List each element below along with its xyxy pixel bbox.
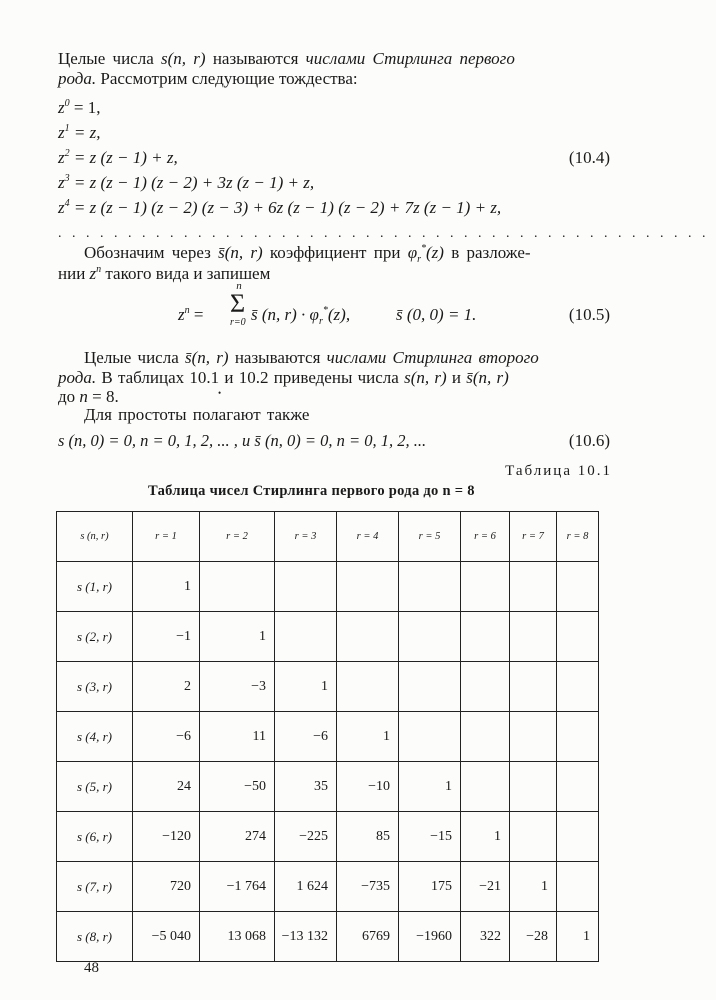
table-cell (557, 612, 599, 662)
paragraph-1-line-2 (58, 69, 358, 89)
table-cell (275, 612, 337, 662)
table-cell: −6 (275, 712, 337, 762)
formula-10-5-initial: s̄ (0, 0) = 1. (396, 305, 477, 324)
table-cell: −10 (337, 762, 399, 812)
table-cell: 1 (337, 712, 399, 762)
table-cell: −21 (461, 862, 510, 912)
paragraph-2-line-1 (84, 243, 531, 263)
table-cell (557, 812, 599, 862)
text-run: в разложе- (443, 243, 531, 262)
text-run: коэффициент при (262, 243, 408, 262)
table-cell: 274 (200, 812, 275, 862)
identity-z1: $z^1 = z$, (58, 123, 101, 142)
ellipsis-row: ............................................... (58, 226, 716, 241)
identity-z0: $z^0 = 1$, (58, 98, 101, 117)
table-cell (399, 662, 461, 712)
text-run: до (58, 387, 80, 406)
text-run: называются (228, 348, 327, 367)
column-header: r = 5 (399, 512, 461, 562)
term-n: n (79, 387, 88, 406)
defined-term-kind: рода. (58, 69, 97, 88)
table-row (57, 812, 599, 862)
table-row (57, 912, 599, 962)
formula-10-6: s (n, 0) = 0, n = 0, 1, 2, ... , и s̄ (n, 0) = 0, n = 0, 1, 2, ... (58, 431, 427, 450)
term-z-n: $z^n$ (89, 264, 102, 283)
identity-rhs: = z, (73, 123, 101, 142)
column-header: r = 1 (133, 512, 200, 562)
table-cell: −1960 (399, 912, 461, 962)
table-cell: 720 (133, 862, 200, 912)
table-cell: −225 (275, 812, 337, 862)
term-sbar-n-r: s̄(n, r) (466, 368, 509, 387)
equation-number-10-5: (10.5) (568, 305, 610, 324)
paragraph-3-line-1 (84, 348, 539, 368)
text-run: = 8. (87, 387, 119, 406)
term-s-n-r: s(n, r) (404, 368, 447, 387)
identity-z3: $z^3 = z$ (z − 1) (z − 2) + 3z (z − 1) + z, (58, 173, 315, 192)
row-label: s (7, r) (57, 862, 133, 912)
table-cell: 6769 (337, 912, 399, 962)
table-cell (510, 612, 557, 662)
row-label: s (6, r) (57, 812, 133, 862)
identity-z2: $z^2 = z$ (z − 1) + z, (58, 148, 178, 167)
sum-lower-limit: r=0 (230, 317, 246, 328)
table-row (57, 662, 599, 712)
equation-number-10-4: (10.4) (568, 148, 610, 167)
table-cell (510, 712, 557, 762)
term-sbar-n-r: s̄(n, r) (185, 348, 229, 367)
table-cell (461, 762, 510, 812)
term-phi: $\varphi_r^*(z)$ (407, 243, 444, 265)
table-cell (510, 762, 557, 812)
table-cell: −6 (133, 712, 200, 762)
table-cell: 1 (399, 762, 461, 812)
table-cell: 24 (133, 762, 200, 812)
table-cell: 175 (399, 862, 461, 912)
text-run: Целые числа (84, 348, 185, 367)
text-run: такого вида и запишем (101, 264, 271, 283)
defined-term-kind: рода. (58, 368, 97, 387)
table-cell: −13 132 (275, 912, 337, 962)
table-cell (461, 662, 510, 712)
table-cell (557, 712, 599, 762)
column-header: r = 6 (461, 512, 510, 562)
table-cell (200, 562, 275, 612)
table-cell (557, 662, 599, 712)
table-cell: 1 (133, 562, 200, 612)
table-cell: −1 (133, 612, 200, 662)
table-row (57, 862, 599, 912)
row-label: s (3, r) (57, 662, 133, 712)
formula-10-5-lhs: $z^n$ = (178, 305, 204, 324)
row-label: s (4, r) (57, 712, 133, 762)
table-cell: 85 (337, 812, 399, 862)
table-cell: 2 (133, 662, 200, 712)
table-cell: 1 (200, 612, 275, 662)
table-cell: −1 764 (200, 862, 275, 912)
page-number: 48 (84, 960, 99, 976)
table-cell: 322 (461, 912, 510, 962)
identity-rhs: = z (z − 1) + z, (73, 148, 178, 167)
table-cell (337, 612, 399, 662)
table-number: Таблица 10.1 (505, 463, 612, 479)
table-cell: −120 (133, 812, 200, 862)
paragraph-3-line-2 (58, 368, 509, 388)
text-run: Целые числа (58, 49, 161, 68)
table-cell: 1 (557, 912, 599, 962)
table-cell (337, 662, 399, 712)
column-header: r = 2 (200, 512, 275, 562)
table-cell: −5 040 (133, 912, 200, 962)
row-label: s (8, r) (57, 912, 133, 962)
table-cell (399, 612, 461, 662)
paragraph-3-line-3 (58, 387, 119, 407)
row-label: s (1, r) (57, 562, 133, 612)
table-cell: −28 (510, 912, 557, 962)
table-cell (557, 762, 599, 812)
table-cell: −735 (337, 862, 399, 912)
table-cell (510, 662, 557, 712)
row-label: s (5, r) (57, 762, 133, 812)
table-cell: 35 (275, 762, 337, 812)
text-run: Рассмотрим следующие тождества: (96, 69, 358, 88)
table-cell (510, 562, 557, 612)
defined-term-first-kind: числами Стирлинга первого (305, 49, 515, 68)
text-run: Обозначим через (84, 243, 219, 262)
table-row (57, 612, 599, 662)
stirling-first-kind-table (56, 511, 599, 962)
defined-term-second-kind: числами Стирлинга второго (326, 348, 539, 367)
table-cell (337, 562, 399, 612)
table-cell (461, 712, 510, 762)
equation-number-10-6: (10.6) (568, 431, 610, 450)
table-cell: 1 (510, 862, 557, 912)
table-cell: −3 (200, 662, 275, 712)
text-run: нии (58, 264, 90, 283)
term-s-n-r: s(n, r) (161, 49, 206, 68)
paragraph-4-line-1: Для простоты полагают также (84, 405, 310, 424)
table-cell (557, 862, 599, 912)
table-cell (399, 712, 461, 762)
column-header: r = 3 (275, 512, 337, 562)
table-cell (399, 562, 461, 612)
table-cell (461, 612, 510, 662)
term-sbar-n-r: s̄(n, r) (218, 243, 263, 262)
table-header-row (57, 512, 599, 562)
text-run: называются (205, 49, 306, 68)
table-row (57, 762, 599, 812)
table-title: Таблица чисел Стирлинга первого рода до n = 8 (148, 483, 475, 499)
table-cell (461, 562, 510, 612)
print-speck: • (218, 388, 222, 398)
formula-10-5-body: s̄ (n, $r) \cdot \varphi_r^*(z)$, (251, 305, 351, 327)
table-cell: 1 (461, 812, 510, 862)
sum-upper-limit: n (236, 280, 242, 292)
table-corner-header: s (n, r) (57, 512, 133, 562)
identity-rhs: = z (z − 1) (z − 2) (z − 3) + 6z (z − 1) (z − 2) + 7z (z − 1) + z, (73, 198, 502, 217)
paragraph-1-line-1 (58, 49, 515, 69)
text-run: и (446, 368, 467, 387)
table-cell: −50 (200, 762, 275, 812)
table-cell: 13 068 (200, 912, 275, 962)
column-header: r = 7 (510, 512, 557, 562)
table-cell (557, 562, 599, 612)
table-cell (510, 812, 557, 862)
identity-z4: $z^4 = z$ (z − 1) (z − 2) (z − 3) + 6z (z − 1) (z − 2) + 7z (z − 1) + z, (58, 198, 502, 217)
table-cell: −15 (399, 812, 461, 862)
table-cell (275, 562, 337, 612)
text-run: В таблицах 10.1 и 10.2 приведены числа (96, 368, 405, 387)
identity-rhs: = z (z − 1) (z − 2) + 3z (z − 1) + z, (73, 173, 315, 192)
sigma-symbol: Σ (230, 289, 246, 318)
table-row (57, 562, 599, 612)
table-cell: 11 (200, 712, 275, 762)
identity-rhs: = 1, (73, 98, 101, 117)
column-header: r = 8 (557, 512, 599, 562)
table-cell: 1 (275, 662, 337, 712)
column-header: r = 4 (337, 512, 399, 562)
table-cell: 1 624 (275, 862, 337, 912)
table-row (57, 712, 599, 762)
row-label: s (2, r) (57, 612, 133, 662)
